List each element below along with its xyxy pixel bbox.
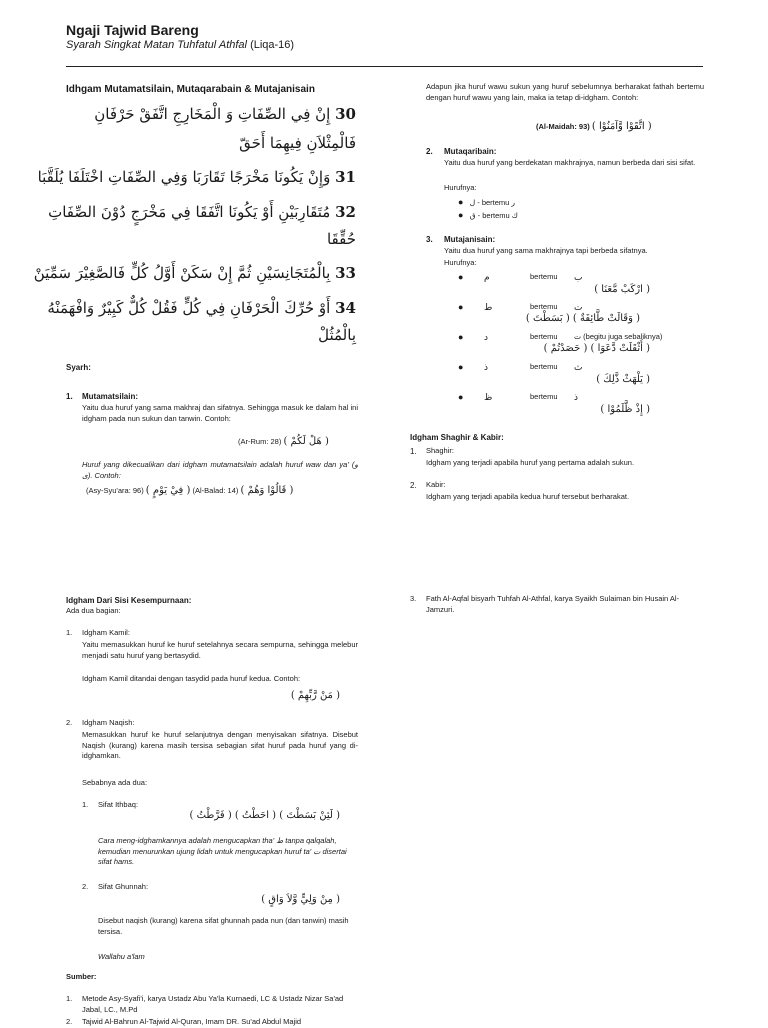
source-1-num: 1. — [66, 994, 73, 1003]
ithbaq-text: Cara meng-idghamkannya adalah mengucapkan tha' ط tanpa qalqalah, kemudian menurunkan ujung lidah untuk mengucapkan huruf ta' ت disertai sifat hams. — [98, 836, 347, 866]
section-heading-idgham: Idhgam Mutamatsilain, Mutaqarabain & Mutajanisain — [66, 84, 315, 95]
bullet-dot: ● — [458, 302, 464, 312]
subtitle-italic: Syarah Singkat Matan Tuhfatul Athfal — [66, 39, 247, 51]
item2-hurufnya: Hurufnya: — [444, 183, 477, 192]
ghunnah-example: ( مِنْ وَلِيٍّ وَّلاَ وَاقٍ ) — [261, 894, 340, 905]
kamil-note: Idgham Kamil ditandai dengan tasydid pada huruf kedua. Contoh: — [82, 674, 301, 683]
verse-32: 32 مُتَقَارِبَيْنِ أَوْ يَكُونَا اتَّفَقَا فِي مَخْرَجٍ دُوْنَ الصِّفَاتِ — [48, 203, 356, 221]
document-subtitle — [66, 39, 294, 51]
item2-num: 2. — [426, 147, 433, 156]
subtitle-tail: (Liqa-16) — [250, 39, 295, 51]
verse-33: 33 بِالْمُتَجَانِسَيْنِ ثُمَّ إِنْ سَكَنْ أَوَّلُ كُلٍّ فَالصَّغِيْرَ سَمِّيَنْ — [33, 264, 356, 282]
mutajanisain-example-4: ( يَلْهَثْ ذَّلِكَ ) — [596, 374, 650, 385]
verse-30: 30 إِنْ فِي الصِّفَاتِ وَ الْمَخَارِجِ اتَّفَقْ حَرْفَانِ — [94, 105, 356, 123]
syarh-label: Syarh: — [66, 363, 91, 372]
verse-30-cont: فَالْمِثْلاَنِ فِيهِمَا أَحَقّ — [239, 134, 356, 152]
verse-31: 31 وَإِنْ يَكُونَا مَخْرَجًا تَقَارَبَا وَفِي الصِّفَاتِ اخْتَلَفَا يُلَقَّبَا — [37, 168, 356, 186]
naqish-title: Idgham Naqish: — [82, 718, 135, 727]
mutajanisain-row: ● ظ bertemu ذ — [458, 392, 579, 402]
shaghir-kabir-heading: Idgham Shaghir & Kabir: — [410, 433, 504, 442]
mutajanisain-row: ● ذ bertemu ث — [458, 362, 583, 372]
kesempurnaan-subhead: Ada dua bagian: — [66, 606, 121, 615]
mutajanisain-example-5: ( إِذْ ظَّلَمُوْا ) — [600, 404, 650, 415]
item2-bullet-2: ● ق - bertemu ك — [458, 210, 518, 220]
verse-32-cont: حُقِّقَا — [326, 230, 356, 248]
item1-num: 1. — [66, 392, 73, 401]
item2-bullet-1: ● ل - bertemu ر — [458, 197, 516, 207]
item3-title: Mutajanisain: — [444, 235, 496, 244]
bullet-dot: ● — [458, 332, 464, 342]
kamil-text: Yaitu memasukkan huruf ke huruf setelahnya secara sempurna, sehingga melebur menjadi satu huruf yang bertasydid. — [82, 640, 358, 660]
verse-34: 34 أَوْ حُرِّكَ الْحَرْفَانِ فِي كُلٍّ فَقُلْ كُلٌّ كَبِيْرٌ وَافْهَمَنْهُ — [47, 299, 356, 317]
kabir-title: Kabir: — [426, 480, 446, 489]
bullet-dot: ● — [458, 392, 464, 402]
item3-text: Yaitu dua huruf yang sama makhrajnya tapi berbeda sifatnya. — [444, 246, 648, 255]
item2-text: Yaitu dua huruf yang berdekatan makhrajnya, namun berbeda dari sisi sifat. — [444, 158, 696, 167]
mutajanisain-example-1: ( ارْكَبْ مَّعَنَا ) — [594, 284, 650, 295]
source-3-num: 3. — [410, 594, 417, 603]
item1-example: (Ar-Rum: 28) ( هَلْ لَكُمْ ) — [238, 436, 329, 447]
kamil-example: ( مَنْ رَّبِّهِمْ ) — [290, 690, 340, 701]
document-title: Ngaji Tajwid Bareng — [66, 22, 199, 38]
shaghir-text: Idgham yang terjadi apabila huruf yang pertama adalah sukun. — [426, 458, 635, 467]
item1-exception: Huruf yang dikecualikan dari idgham mutamatsilain adalah huruf waw dan ya' (و ى). Contoh: — [82, 460, 358, 480]
mutajanisain-row: ● ط bertemu ت — [458, 302, 583, 312]
source-2: Tajwid Al-Bahrun Al-Tajwid Al-Quran, Imam DR. Su'ad Abdul Majid — [82, 1017, 302, 1026]
verse-34-cont: بِالْمُثُلْ — [318, 326, 356, 344]
ithbaq-title: Sifat Ithbaq: — [98, 800, 139, 809]
bullet-dot: ● — [458, 362, 464, 372]
source-1: Metode Asy-Syafi'i, karya Ustadz Abu Ya'la Kurnaedi, LC & Ustadz Nizar Sa'ad Jabal, LC., M.Pd — [82, 994, 344, 1014]
wawu-example: (Al-Maidah: 93) ( اتَّقَوْا وَّآمَنُوْا ) — [536, 121, 652, 132]
bullet-dot: ● — [458, 272, 464, 282]
ithbaq-example: ( لَئِنْ بَسَطْتَ ) ( احَطْتُ ) ( فَرَّطْتُ ) — [189, 810, 340, 821]
mutajanisain-example-2: ( وَقَالَتْ طَّائِفَةٌ ) ( بَسَطْتَ ) — [525, 313, 640, 324]
kabir-text: Idgham yang terjadi apabila kedua huruf tersebut berharakat. — [426, 492, 630, 501]
wallahu-alam: Wallahu a'lam — [98, 952, 145, 961]
item3-hurufnya: Hurufnya: — [444, 258, 477, 267]
source-2-num: 2. — [66, 1017, 73, 1026]
item1-text: Yaitu dua huruf yang sama makhraj dan sifatnya. Sehingga masuk ke dalam hal ini idgham pada nun sukun dan tanwin. Contoh: — [82, 403, 358, 423]
wawu-intro: Adapun jika huruf wawu sukun yang huruf sebelumnya berharakat fathah bertemu dengan huruf wawu yang lain, maka ia tetap di-idgham. Contoh: — [426, 82, 704, 102]
ghunnah-title: Sifat Ghunnah: — [98, 882, 149, 891]
bullet-dot: ● — [458, 210, 464, 220]
header-rule — [66, 66, 703, 67]
item1-examples-2: (Asy-Syu'ara: 96) ( فِيْ يَوْمٍ ) (Al-Balad: 14) ( قَالُوْا وَهُمْ ) — [86, 485, 294, 496]
ghunnah-text: Disebut naqish (kurang) karena sifat ghunnah pada nun (dan tanwin) masih tersisa. — [98, 916, 349, 936]
naqish-text: Memasukkan huruf ke huruf selanjutnya dengan menyisakan sifatnya. Disebut Naqish (kurang) karena masih tersisa sebagian sifat huruf pada huruf yang di-idghamkan. — [82, 730, 358, 760]
source-3: Fath Al-Aqfal bisyarh Tuhfah Al-Athfal, karya Syaikh Sulaiman bin Husain Al-Jamzuri. — [426, 594, 680, 614]
sumber-label: Sumber: — [66, 972, 97, 981]
shaghir-title: Shaghir: — [426, 446, 454, 455]
ithbaq-num: 1. — [82, 800, 89, 809]
naqish-num: 2. — [66, 718, 73, 727]
item3-num: 3. — [426, 235, 433, 244]
kamil-num: 1. — [66, 628, 73, 637]
item1-title: Mutamatsilain: — [82, 392, 139, 401]
kamil-title: Idgham Kamil: — [82, 628, 130, 637]
mutajanisain-row: ● د bertemu ت (begitu juga sebaliknya) — [458, 332, 663, 342]
ghunnah-num: 2. — [82, 882, 89, 891]
kabir-num: 2. — [410, 481, 417, 490]
sebab-label: Sebabnya ada dua: — [82, 778, 148, 787]
bullet-dot: ● — [458, 197, 464, 207]
kesempurnaan-heading: Idgham Dari Sisi Kesempurnaan: — [66, 596, 192, 605]
shaghir-num: 1. — [410, 447, 417, 456]
mutajanisain-example-3: ( أَثْقَلَتْ دَّعَوَا ) ( حَصَدْتُمْ ) — [543, 343, 650, 354]
item2-title: Mutaqaribain: — [444, 147, 497, 156]
mutajanisain-row: ● م bertemu ب — [458, 272, 583, 282]
